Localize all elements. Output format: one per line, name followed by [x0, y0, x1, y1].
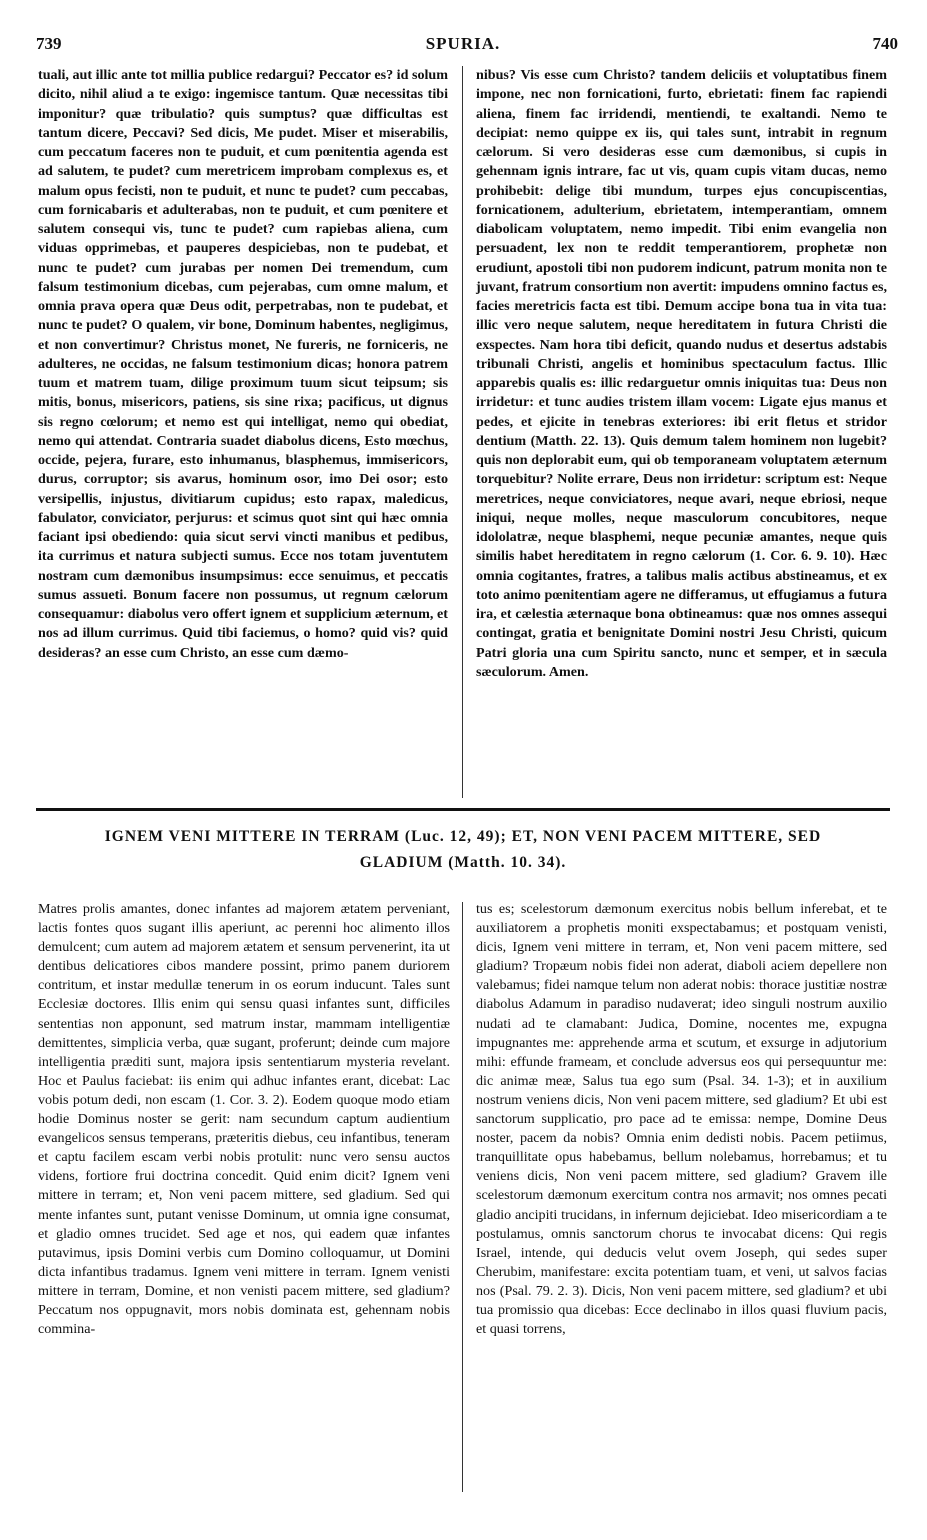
column-bottom-left	[38, 900, 450, 1339]
section-heading-line2: GLADIUM (Matth. 10. 34).	[359, 854, 567, 871]
column-divider-top	[462, 66, 463, 798]
body-text-bottom-right: tus es; scelestorum dæmonum exercitus nobis bellum inferebat, et te auxiliatorem a prophetis moniti exspectabamus; et postquam venisti, dicis, Ignem veni mittere in terram, et, Non veni pacem mittere, sed gladium? Tropæum nobis fidei non aderat, diaboli aciem depellere non valebamus; fidei namque telum non aderat nobis: thorace justitiæ nostræ diabolus Adamum in paradiso nudaverat; ideo singuli nostrum auxilio nudati ad te clamabant: Judica, Domine, nocentes me, expugna impugnantes me: apprehende arma et scutum, et exsurge in adjutorium mihi: effunde frameam, et conclude adversus eos qui persequuntur me: dic animæ meæ, Salus tua ego sum (Psal. 34. 1-3); et in auxilium nostrum veniens dicis, Non veni pacem mittere, sed gladium? Et ubi est sanctorum supplicatio, pro pace ad te emissa: nempe, Domine Deus noster, pacem da nobis? Omnia enim dedisti nobis. Pacem petiimus, tranquillitate opus habebamus, bellum nolebamus, horrebamus; et tu veniens dicis, Non veni pacem mittere, sed gladium? Gravem ille scelestorum dæmonum exercitum contra nos armavit; nos omnes pecati gladio ancipiti trucidans, in infernum dejiciebat. Ideo misericordiam a te postulamus, omnis sanctorum chorus te invocabat dicens: Qui regis Israel, intende, qui deducis velut ovem Joseph, qui sedes super Cherubim, manifestare: excita potentiam tuam, et veni, ut salvos facias nos (Psal. 79. 2. 3). Dicis, Non veni pacem mittere, sed gladium? et ubi tua promissio qua dicebas: Ecce declinabo in illos quasi fluvium pacis, et quasi torrens,	[476, 901, 887, 1338]
body-text-top-right: nibus? Vis esse cum Christo? tandem deliciis et voluptatibus finem impone, nec non fornicationi, furto, ebrietati: finem fac rapiendi aliena, finem fac irridendi, mentiendi, te exaltandi. Nemo te decipiat: nemo quippe ex iis, qui tales sunt, intrabit in regnum cælorum. Si vero desideras esse cum dæmonibus, si cupis in gehennam ignis intrare, fac ut vis, quam cupis vitam ducas, nemo prohibebit: delige tibi mundum, turpes ejus concupiscentias, fornicationem, adulterium, ebrietatem, intemperantiam, omnem diabolicam voluptatem, nemo impedit. Tibi enim evangelia non persuadent, lex non te reddit temperantiorem, prophetæ non erudiunt, apostoli tibi non pudorem indicunt, patrum monita non te juvant, fratrum consortium non avertit: impudens omnino factus es, facies meretricis facta est tibi. Demum accipe bona tua in vita tua: illic vero neque salutem, neque hereditatem in futura Christi die exspectes. Nam hora tibi deficit, quando nudus et desertus adstabis tribunali Christi, angelis et hominibus spectaculum factus. Illic apparebis qualis es: illic redarguetur omnis iniquitas tua: Deus non irridetur: et tunc audies tristem illam vocem: Ligate ejus manus et pedes, et ejicite in tenebras exteriores: ibi erit fletus et stridor dentium (Matth. 22. 13). Quis demum talem hominem non lugebit? quis non deplorabit eum, qui ob temporaneam voluptatem æternum torquebitur? Nolite errare, Deus non irridetur: scriptum est: Neque meretrices, neque conviciatores, neque avari, neque ebriosi, neque iniqui, neque molles, neque masculorum concubitores, neque idololatræ, neque blasphemi, neque pecuniæ amantes, neque quis similis habet hereditatem in regno cælorum (1. Cor. 6. 9. 10). Hæc omnia cogitantes, fratres, a talibus malis actibus abstineamus, et ex toto animo pœnitentiam agere ne differamus, ut effugiamus a futura ira, et cælestia æternaque bona obtineamus: quæ nos omnes assequi contingat, gratia et benignitate Domini nostri Jesu Christi, quicum Patri gloria una cum Spiritu sancto, nunc et semper, et in sæcula sæculorum. Amen.	[476, 67, 887, 680]
body-text-top-left: tuali, aut illic ante tot millia publice redargui? Peccator es? id solum dicito, nihil aliud a te exigo: ingemisce tantum. Quæ necessitas tibi imponitur? quæ tribulatio? quis sumptus? quæ difficultas est tantum dicere, Peccavi? Sed dicis, Me pudet. Miser et miserabilis, cum peccatum faceres non te puduit, et cum pœnitentia agenda est ad salutem, te pudet? cum meretricem improbam complexus es, et malum opus fecisti, non te puduit, et nunc te pudet? cum peccabas, cum fornicabaris et adulterabas, non te puduit, et cum pœnitere et salutem consequi vis, tunc te pudet? cum rapiebas aliena, cum viduas opprimebas, et pauperes despiciebas, non te pudebat, et nunc te pudet? cum jurabas per nomen Dei tremendum, cum falsum testimonium dicebas, cum pejerabas, cum omne malum, et omnia prava opera quæ Deus odit, perpetrabas, non te pudebat, et nunc te pudet? O qualem, vir bone, Dominum habentes, negligimus, et non convertimur? Christus monet, Ne fureris, ne forniceris, ne adulteres, ne occidas, ne falsum testimonium dicas; honora patrem tuum et matrem tuam, dilige proximum tuum sicut teipsum; sis mitis, bonus, misericors, patiens, sis sine rixa; pacificus, ut dignus sis regno cœlorum; et nemo est qui intelligat, nemo qui obediat, nemo qui attendat. Contraria suadet diabolus dicens, Esto mœchus, occide, pejera, furare, esto inhumanus, blasphemus, immisericors, durus, corruptor; sis avarus, hominum osor, imo Dei osor; esto versipellis, injustus, divitiarum cupidus; esto rapax, maledicus, fabulator, conviciator, perjurus: et scimus quot sint qui hæc omnia faciant ipsi obediendo: quia sicut servi vincti manibus et pedibus, ita currimus et natura subjecti sumus. Ecce nos totam juventutem nostram cum dæmonibus insumpsimus: ecce senuimus, et peccatis sumus assueti. Bonum facere non possumus, ut regnum cælorum consequamur: diabolus vero offert ignem et supplicium æternum, et nos ad illum currimus. Quid tibi faciemus, o homo? quid vis? quid desideras? an esse cum Christo, an esse cum dæmo-	[38, 67, 448, 661]
page-number-right: 740	[872, 34, 898, 53]
running-head	[28, 22, 898, 52]
column-top-left	[38, 66, 448, 663]
running-title: SPURIA.	[425, 34, 501, 53]
section-heading	[36, 824, 890, 876]
column-bottom-right	[476, 900, 887, 1339]
body-text-bottom-left: Matres prolis amantes, donec infantes ad majorem ætatem perveniant, lactis fontes quos sugant illis aperiunt, ac perenni hoc alimento illos demulcent; cum autem ad majorem ætatem et sensum pervenerint, ita ut dentibus delicatiores cibos mandere possint, primo panem duriorem contritum, et instar medullæ tenerum in os eorum inducunt. Tales sunt Ecclesiæ doctores. Illis enim qui sensu quasi infantes sunt, difficiles sententias non apponunt, sed matrum instar, mammam intelligentiæ demittentes, simplicia verba, quæ sugant, proferunt; deinde cum majore intelligentia præditi sunt, majora ipsis sententiarum mysteria revelant. Hoc et Paulus faciebat: iis enim qui adhuc infantes erant, dicebat: Lac vobis potum dedi, non escam (1. Cor. 3. 2). Eodem quoque modo etiam hodie Dominus noster se gerit: nam secundum captum audientium evangelicos sensus temperans, præteritis diebus, ceu infantibus, teneram et captu facilem escam verbi nobis protulit: nunc vero sensu auctos videns, fortiore frui doctrina concedit. Quid enim dicit? Ignem veni mittere in terram; et, Non veni pacem mittere, sed gladium. Sed qui mente infantes sunt, putant venisse Dominum, ut omnia igne consumat, et gladio omnes trucidet. Sed age et nos, qui eadem quæ infantes putavimus, ipsis Domini verbis cum Domino colloquamur, ut Domini dicta infantibus tradamus. Ignem veni mittere in terram. Ignem venisti mittere in terram, Domine, et non venisti pacem mittere, sed gladium? Peccatum nos oppugnavit, mors nobis dominata est, gehennam nobis commina-	[38, 901, 450, 1338]
column-top-right	[476, 66, 887, 682]
column-divider-bottom	[462, 902, 463, 1492]
section-heading-line1: IGNEM VENI MITTERE IN TERRAM (Luc. 12, 49); ET, NON VENI PACEM MITTERE, SED	[104, 828, 822, 845]
page-number-left: 739	[36, 34, 62, 53]
section-rule	[36, 808, 890, 811]
